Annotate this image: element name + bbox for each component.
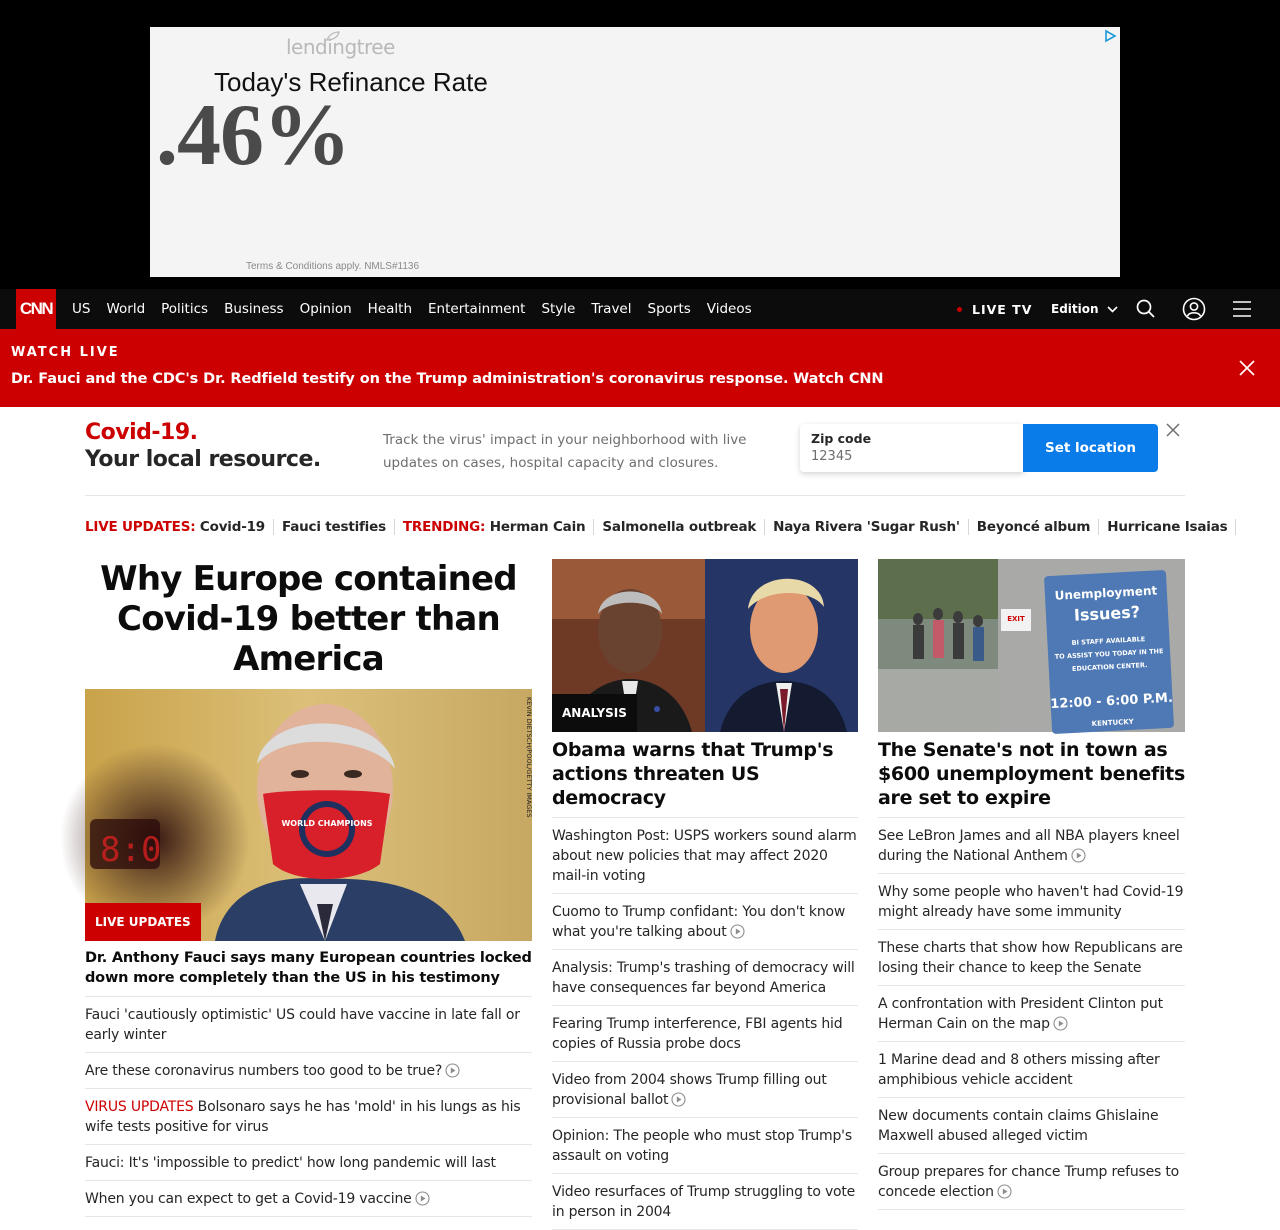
mask-text: WORLD CHAMPIONS [281,819,373,828]
list-item[interactable] [552,1006,858,1062]
list-item[interactable] [878,1042,1185,1098]
politics-column [552,559,858,1230]
trending-item[interactable] [85,519,274,535]
sign-line: Issues? [1073,602,1141,625]
trending-text: Herman Cain [485,519,586,535]
watch-live-banner[interactable] [0,329,1280,407]
list-item[interactable] [878,818,1185,874]
nav-link-politics[interactable]: Politics [161,301,209,317]
lendingtree-ad[interactable] [150,27,1120,277]
list-item[interactable] [85,1053,532,1089]
nav-link-opinion[interactable]: Opinion [299,301,352,317]
unemployment-photo[interactable] [878,559,1185,732]
live-dot-icon [957,307,962,312]
trending-text: Salmonella outbreak [602,519,757,535]
edition-dropdown[interactable] [1051,289,1118,329]
nav-link-us[interactable]: US [72,301,91,317]
trending-item[interactable] [274,519,395,535]
lead-column [85,559,532,1217]
live-updates-badge: LIVE UPDATES [85,903,201,941]
story-text: See LeBron James and all NBA players kneel during the National Anthem [878,828,1180,864]
story-text: When you can expect to get a Covid-19 vaccine [85,1191,412,1207]
obama-trump-photo[interactable] [552,559,858,732]
list-item[interactable] [85,1089,532,1145]
nav-link-travel[interactable]: Travel [591,301,632,317]
zip-code-field[interactable] [800,424,1024,472]
play-video-icon [415,1191,430,1206]
nav-link-style[interactable]: Style [541,301,576,317]
story-text: Washington Post: USPS workers sound alarm about new policies that may affect 2020 mail-in voting [552,828,857,884]
nav-link-entertainment[interactable]: Entertainment [428,301,526,317]
edition-label: Edition [1051,302,1099,316]
chevron-down-icon [1107,306,1118,313]
ad-brand-logo: lendingtree [286,35,395,59]
story-text: Fearing Trump interference, FBI agents hid copies of Russia probe docs [552,1016,843,1052]
user-account-icon[interactable] [1182,297,1206,321]
story-text: Opinion: The people who must stop Trump's assault on voting [552,1128,852,1164]
hamburger-menu-icon[interactable] [1230,297,1254,321]
list-item[interactable] [878,874,1185,930]
unemployment-image [878,559,1185,732]
close-icon[interactable] [1237,358,1257,378]
trending-text: Fauci testifies [282,519,386,535]
list-item[interactable] [552,818,858,894]
trending-text: Hurricane Isaias [1107,519,1228,535]
column-headline[interactable]: Obama warns that Trump's actions threaten US democracy [552,732,858,818]
watch-live-text[interactable]: Dr. Fauci and the CDC's Dr. Redfield testify on the Trump administration's coronavirus response. Watch CNN [11,371,884,387]
sign-line: Unemployment [1054,583,1158,603]
story-text: 1 Marine dead and 8 others missing after amphibious vehicle accident [878,1052,1160,1088]
play-video-icon [445,1063,460,1078]
trending-bar [85,517,1236,537]
trending-label: TRENDING: [402,519,486,535]
list-item[interactable] [552,950,858,1006]
trending-item[interactable] [594,519,765,535]
cnn-logo[interactable]: CNN [16,289,56,329]
live-tv-link[interactable] [957,289,1032,329]
covid-title: Covid-19. [85,420,198,445]
nav-link-business[interactable]: Business [224,301,284,317]
story-text: Cuomo to Trump confidant: You don't know what you're talking about [552,904,846,940]
story-text: These charts that show how Republicans are losing their chance to keep the Senate [878,940,1183,976]
economy-column [878,559,1185,1210]
list-item[interactable] [85,1181,532,1217]
list-item[interactable] [552,1062,858,1118]
fauci-photo[interactable] [85,689,532,941]
trending-label: LIVE UPDATES: [85,519,196,535]
story-text: Bolsonaro says he has 'mold' in his lungs as his wife tests positive for virus [85,1099,521,1135]
divider [85,495,1185,496]
sign-line: 12:00 - 6:00 P.M. [1049,690,1174,713]
list-item[interactable] [878,1154,1185,1210]
ad-terms: Terms & Conditions apply. NMLS#1136 [246,261,420,272]
story-list [878,818,1185,1210]
zip-code-input[interactable] [811,449,1011,464]
adchoices-icon[interactable] [1104,30,1116,42]
close-icon[interactable] [1164,421,1182,439]
play-video-icon [1071,848,1086,863]
story-text: Why some people who haven't had Covid-19 might already have some immunity [878,884,1184,920]
sign-line: EDUCATION CENTER. [1071,661,1148,673]
lead-subheadline[interactable]: Dr. Anthony Fauci says many European countries locked down more completely than the US in his testimony [85,941,532,997]
story-text: Video from 2004 shows Trump filling out provisional ballot [552,1072,827,1108]
column-headline[interactable]: The Senate's not in town as $600 unemployment benefits are set to expire [878,732,1185,818]
story-text: Fauci: It's 'impossible to predict' how long pandemic will last [85,1155,496,1171]
nav-link-health[interactable]: Health [367,301,413,317]
list-item[interactable] [552,1174,858,1230]
list-item[interactable] [552,1118,858,1174]
list-item[interactable] [878,1098,1185,1154]
trending-text: Covid-19 [195,519,265,535]
story-text: Fauci 'cautiously optimistic' US could have vaccine in late fall or early winter [85,1007,520,1043]
story-list [552,818,858,1230]
nav-link-world[interactable]: World [106,301,146,317]
trending-text: Beyoncé album [976,519,1091,535]
list-item[interactable] [85,1145,532,1181]
live-tv-label: LIVE TV [972,301,1033,317]
trending-item[interactable] [395,519,595,535]
nav-link-videos[interactable]: Videos [706,301,752,317]
story-text: Are these coronavirus numbers too good to be true? [85,1063,443,1079]
nav-links [64,289,760,329]
main-nav [0,289,1280,329]
story-text: Analysis: Trump's trashing of democracy will have consequences far beyond America [552,960,855,996]
sign-line: TO ASSIST YOU TODAY IN THE [1054,647,1164,661]
play-video-icon [730,924,745,939]
trending-item[interactable] [1099,519,1236,535]
story-text: Video resurfaces of Trump struggling to vote in person in 2004 [552,1184,856,1220]
story-text: A confrontation with President Clinton put Herman Cain on the map [878,996,1163,1032]
play-video-icon [1053,1016,1068,1031]
story-list [85,997,532,1217]
play-video-icon [671,1092,686,1107]
sign-line: KENTUCKY [1091,717,1134,729]
svg-text:8:0: 8:0 [100,830,162,870]
covid-description: Track the virus' impact in your neighborhood with live updates on cases, hospital capacity and closures. [383,432,747,471]
nav-link-sports[interactable]: Sports [647,301,691,317]
analysis-badge: ANALYSIS [552,694,637,732]
lead-headline[interactable]: Why Europe contained Covid-19 better than America [100,559,517,679]
list-item[interactable] [878,930,1185,986]
list-item[interactable] [85,997,532,1053]
set-location-button[interactable]: Set location [1023,424,1158,472]
zip-code-label: Zip code [811,431,872,446]
photo-credit: KEVIN DIETSCH/POOL/GETTY IMAGES [525,697,533,818]
story-text: Group prepares for chance Trump refuses to concede election [878,1164,1180,1200]
sign-line: BI STAFF AVAILABLE [1071,635,1146,647]
watch-live-label: WATCH LIVE [11,345,120,360]
search-icon[interactable] [1134,297,1158,321]
trending-text: Naya Rivera 'Sugar Rush' [773,519,960,535]
list-item[interactable] [878,986,1185,1042]
ad-container [0,0,1280,289]
ad-headline: Today's Refinance Rate [214,67,488,97]
story-text: New documents contain claims Ghislaine Maxwell abused alleged victim [878,1108,1159,1144]
trending-item[interactable] [765,519,969,535]
exit-sign-text: EXIT [1007,615,1025,623]
covid-subtitle: Your local resource. [85,447,321,472]
trending-item[interactable] [969,519,1099,535]
list-item[interactable] [552,894,858,950]
ad-rate: .46% [156,87,350,184]
story-kicker: VIRUS UPDATES [85,1099,194,1115]
play-video-icon [997,1184,1012,1199]
